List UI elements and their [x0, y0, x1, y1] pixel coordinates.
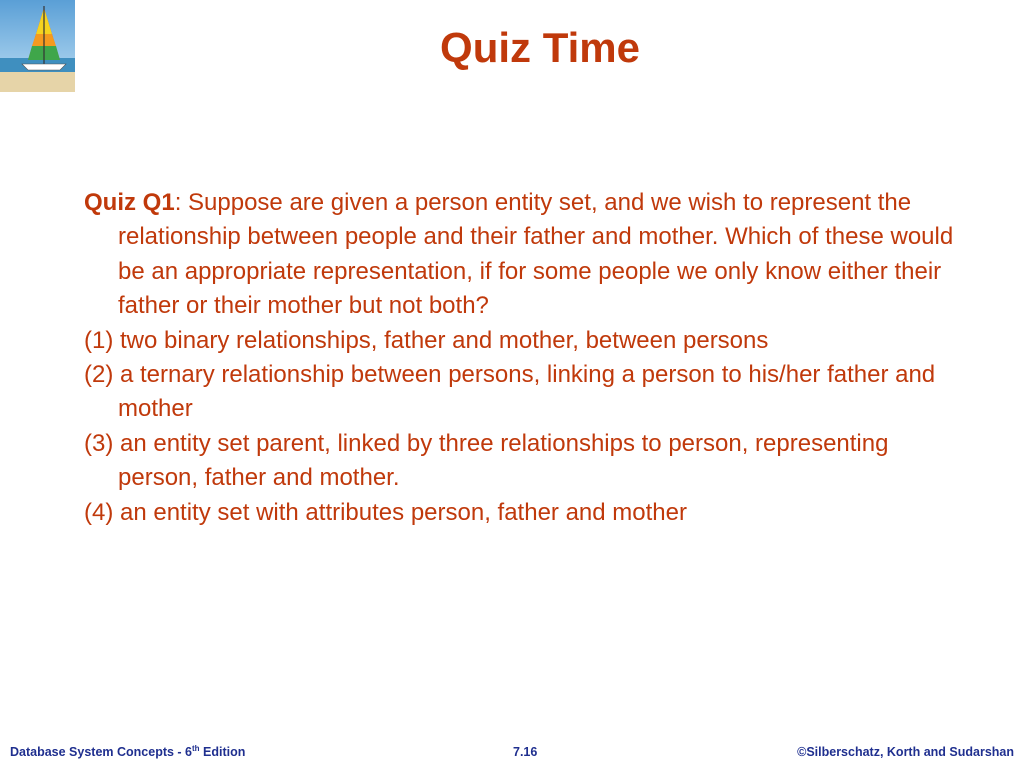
- page-title: Quiz Time: [440, 24, 640, 71]
- footer-edition-sup: th: [192, 743, 200, 753]
- quiz-question-text: : Suppose are given a person entity set, and we wish to represent the relationship between people and their father and mother. Which of these would be an appropriate representation, if for some people we only know either their father or their mother but not both?: [118, 189, 954, 320]
- quiz-option-4: (4) an entity set with attributes person, father and mother: [84, 498, 687, 526]
- quiz-option-3: (3) an entity set parent, linked by three relationships to person, representing person, father and mother.: [84, 429, 889, 492]
- footer-book-prefix: Database System Concepts - 6: [10, 745, 193, 759]
- quiz-option-1: (1) two binary relationships, father and mother, between persons: [84, 326, 769, 354]
- quiz-content: [84, 186, 964, 530]
- slide-footer: [10, 745, 1014, 763]
- quiz-question-label: Quiz Q1: [84, 189, 175, 216]
- footer-page-number: 7.16: [513, 745, 538, 759]
- footer-book-title: [10, 745, 245, 759]
- quiz-option-2: (2) a ternary relationship between persons, linking a person to his/her father and mother: [84, 361, 936, 423]
- footer-copyright: ©Silberschatz, Korth and Sudarshan: [797, 745, 1014, 759]
- footer-edition-suffix: Edition: [199, 745, 246, 759]
- quiz-question: [84, 186, 964, 324]
